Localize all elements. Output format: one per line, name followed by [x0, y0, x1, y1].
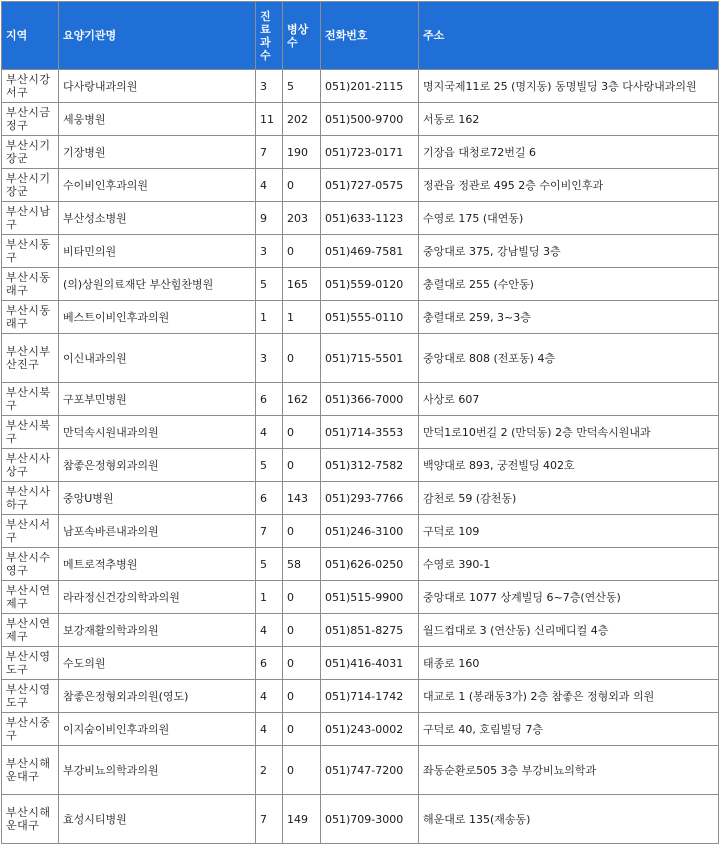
table-cell-region: 부산시수영구 [2, 548, 59, 581]
table-cell-name: 라라정신건강의학과의원 [59, 581, 256, 614]
table-cell-depts: 6 [256, 482, 283, 515]
table-row [2, 169, 719, 202]
table-row [2, 515, 719, 548]
table-row [2, 614, 719, 647]
table-cell-beds: 0 [283, 581, 321, 614]
table-cell-name: (의)상원의료재단 부산힘찬병원 [59, 268, 256, 301]
header-address: 주소 [419, 2, 719, 70]
table-cell-address: 만덕1로10번길 2 (만덕동) 2층 만덕속시원내과 [419, 416, 719, 449]
table-row [2, 301, 719, 334]
table-cell-name: 수도의원 [59, 647, 256, 680]
table-cell-phone: 051)727-0575 [321, 169, 419, 202]
table-cell-address: 충렬대로 259, 3~3층 [419, 301, 719, 334]
table-cell-region: 부산시연제구 [2, 581, 59, 614]
table-cell-address: 수영로 390-1 [419, 548, 719, 581]
table-cell-phone: 051)747-7200 [321, 746, 419, 795]
table-cell-region: 부산시북구 [2, 383, 59, 416]
table-cell-region: 부산시남구 [2, 202, 59, 235]
table-row [2, 103, 719, 136]
table-cell-depts: 2 [256, 746, 283, 795]
table-cell-beds: 0 [283, 713, 321, 746]
table-cell-depts: 4 [256, 680, 283, 713]
table-cell-address: 명지국제11로 25 (명지동) 동명빌딩 3층 다사랑내과의원 [419, 70, 719, 103]
table-cell-beds: 0 [283, 614, 321, 647]
table-row [2, 647, 719, 680]
table-cell-phone: 051)469-7581 [321, 235, 419, 268]
table-cell-name: 이신내과의원 [59, 334, 256, 383]
table-cell-beds: 1 [283, 301, 321, 334]
table-cell-depts: 6 [256, 383, 283, 416]
table-cell-beds: 165 [283, 268, 321, 301]
table-cell-beds: 0 [283, 416, 321, 449]
table-cell-phone: 051)714-3553 [321, 416, 419, 449]
table-cell-region: 부산시서구 [2, 515, 59, 548]
table-cell-phone: 051)555-0110 [321, 301, 419, 334]
table-cell-beds: 190 [283, 136, 321, 169]
table-cell-phone: 051)723-0171 [321, 136, 419, 169]
table-row [2, 795, 719, 844]
table-cell-depts: 4 [256, 713, 283, 746]
table-cell-beds: 143 [283, 482, 321, 515]
table-cell-phone: 051)366-7000 [321, 383, 419, 416]
hospital-table [1, 1, 719, 844]
table-cell-region: 부산시중구 [2, 713, 59, 746]
header-region: 지역 [2, 2, 59, 70]
table-cell-region: 부산시영도구 [2, 680, 59, 713]
table-cell-depts: 4 [256, 416, 283, 449]
table-cell-address: 기장읍 대청로72번길 6 [419, 136, 719, 169]
table-cell-beds: 58 [283, 548, 321, 581]
table-cell-region: 부산시사상구 [2, 449, 59, 482]
table-cell-region: 부산시부산진구 [2, 334, 59, 383]
header-depts: 진료과수 [256, 2, 283, 70]
table-cell-name: 남포속바른내과의원 [59, 515, 256, 548]
table-cell-address: 중앙대로 375, 강남빌딩 3층 [419, 235, 719, 268]
table-cell-address: 좌동순환로505 3층 부강비뇨의학과 [419, 746, 719, 795]
table-cell-phone: 051)714-1742 [321, 680, 419, 713]
table-cell-region: 부산시북구 [2, 416, 59, 449]
table-cell-depts: 4 [256, 169, 283, 202]
table-cell-beds: 0 [283, 235, 321, 268]
table-cell-name: 기장병원 [59, 136, 256, 169]
table-cell-region: 부산시동래구 [2, 301, 59, 334]
table-cell-name: 세웅병원 [59, 103, 256, 136]
table-cell-name: 부산성소병원 [59, 202, 256, 235]
table-cell-address: 사상로 607 [419, 383, 719, 416]
table-cell-depts: 6 [256, 647, 283, 680]
table-cell-beds: 0 [283, 680, 321, 713]
table-row [2, 482, 719, 515]
table-cell-depts: 1 [256, 301, 283, 334]
table-cell-region: 부산시금정구 [2, 103, 59, 136]
table-cell-beds: 5 [283, 70, 321, 103]
table-cell-phone: 051)312-7582 [321, 449, 419, 482]
table-row [2, 416, 719, 449]
table-cell-phone: 051)633-1123 [321, 202, 419, 235]
table-cell-depts: 1 [256, 581, 283, 614]
table-cell-name: 베스트이비인후과의원 [59, 301, 256, 334]
table-cell-address: 월드컵대로 3 (연산동) 신리메디컬 4층 [419, 614, 719, 647]
table-cell-region: 부산시해운대구 [2, 795, 59, 844]
table-row [2, 581, 719, 614]
table-cell-address: 충렬대로 255 (수안동) [419, 268, 719, 301]
table-cell-address: 감천로 59 (감천동) [419, 482, 719, 515]
table-cell-beds: 0 [283, 515, 321, 548]
table-cell-name: 다사랑내과의원 [59, 70, 256, 103]
table-row [2, 202, 719, 235]
table-cell-beds: 0 [283, 449, 321, 482]
table-cell-phone: 051)243-0002 [321, 713, 419, 746]
table-cell-phone: 051)559-0120 [321, 268, 419, 301]
table-row [2, 680, 719, 713]
table-cell-phone: 051)500-9700 [321, 103, 419, 136]
table-row [2, 136, 719, 169]
table-cell-region: 부산시연제구 [2, 614, 59, 647]
table-cell-name: 참좋은정형외과의원 [59, 449, 256, 482]
table-cell-address: 백양대로 893, 궁전빌딩 402호 [419, 449, 719, 482]
table-cell-name: 효성시티병원 [59, 795, 256, 844]
header-phone: 전화번호 [321, 2, 419, 70]
table-cell-depts: 3 [256, 235, 283, 268]
table-cell-phone: 051)709-3000 [321, 795, 419, 844]
table-cell-name: 참좋은정형외과의원(영도) [59, 680, 256, 713]
table-cell-beds: 0 [283, 334, 321, 383]
table-row [2, 235, 719, 268]
table-cell-region: 부산시사하구 [2, 482, 59, 515]
table-cell-address: 해운대로 135(재송동) [419, 795, 719, 844]
table-cell-name: 만덕속시원내과의원 [59, 416, 256, 449]
header-name: 요양기관명 [59, 2, 256, 70]
table-cell-phone: 051)626-0250 [321, 548, 419, 581]
table-cell-depts: 5 [256, 548, 283, 581]
table-cell-phone: 051)416-4031 [321, 647, 419, 680]
table-cell-beds: 0 [283, 647, 321, 680]
table-cell-phone: 051)201-2115 [321, 70, 419, 103]
table-cell-name: 이지숨이비인후과의원 [59, 713, 256, 746]
table-cell-address: 서동로 162 [419, 103, 719, 136]
table-cell-name: 메트로적추병원 [59, 548, 256, 581]
table-cell-address: 태종로 160 [419, 647, 719, 680]
table-cell-phone: 051)246-3100 [321, 515, 419, 548]
table-cell-region: 부산시동구 [2, 235, 59, 268]
table-cell-depts: 9 [256, 202, 283, 235]
table-cell-phone: 051)851-8275 [321, 614, 419, 647]
table-cell-region: 부산시기장군 [2, 136, 59, 169]
table-cell-address: 대교로 1 (봉래동3가) 2층 참좋은 정형외과 의원 [419, 680, 719, 713]
table-cell-beds: 203 [283, 202, 321, 235]
table-cell-phone: 051)515-9900 [321, 581, 419, 614]
table-row [2, 334, 719, 383]
table-cell-region: 부산시강서구 [2, 70, 59, 103]
table-cell-beds: 202 [283, 103, 321, 136]
table-cell-phone: 051)715-5501 [321, 334, 419, 383]
table-cell-name: 구포부민병원 [59, 383, 256, 416]
table-cell-depts: 5 [256, 449, 283, 482]
table-cell-depts: 7 [256, 515, 283, 548]
table-cell-beds: 0 [283, 169, 321, 202]
table-cell-name: 중앙U병원 [59, 482, 256, 515]
table-row [2, 383, 719, 416]
table-header-row [2, 2, 719, 70]
table-cell-address: 중앙대로 1077 상계빌딩 6~7층(연산동) [419, 581, 719, 614]
table-cell-name: 비타민의원 [59, 235, 256, 268]
table-cell-address: 중앙대로 808 (전포동) 4층 [419, 334, 719, 383]
table-cell-address: 수영로 175 (대연동) [419, 202, 719, 235]
table-cell-address: 구덕로 109 [419, 515, 719, 548]
table-cell-depts: 4 [256, 614, 283, 647]
table-cell-region: 부산시해운대구 [2, 746, 59, 795]
table-cell-region: 부산시기장군 [2, 169, 59, 202]
table-cell-depts: 11 [256, 103, 283, 136]
table-cell-region: 부산시영도구 [2, 647, 59, 680]
table-cell-name: 보강재활의학과의원 [59, 614, 256, 647]
table-cell-beds: 149 [283, 795, 321, 844]
table-cell-region: 부산시동래구 [2, 268, 59, 301]
table-cell-depts: 5 [256, 268, 283, 301]
table-row [2, 713, 719, 746]
header-beds: 병상수 [283, 2, 321, 70]
table-cell-depts: 7 [256, 136, 283, 169]
table-cell-name: 부강비뇨의학과의원 [59, 746, 256, 795]
table-cell-depts: 3 [256, 334, 283, 383]
table-row [2, 746, 719, 795]
table-cell-beds: 0 [283, 746, 321, 795]
table-cell-depts: 7 [256, 795, 283, 844]
table-cell-beds: 162 [283, 383, 321, 416]
table-cell-address: 구덕로 40, 호림빌딩 7층 [419, 713, 719, 746]
table-cell-name: 수이비인후과의원 [59, 169, 256, 202]
table-row [2, 70, 719, 103]
table-cell-depts: 3 [256, 70, 283, 103]
table-row [2, 268, 719, 301]
table-row [2, 548, 719, 581]
table-row [2, 449, 719, 482]
table-cell-address: 정관읍 정관로 495 2층 수이비인후과 [419, 169, 719, 202]
table-cell-phone: 051)293-7766 [321, 482, 419, 515]
